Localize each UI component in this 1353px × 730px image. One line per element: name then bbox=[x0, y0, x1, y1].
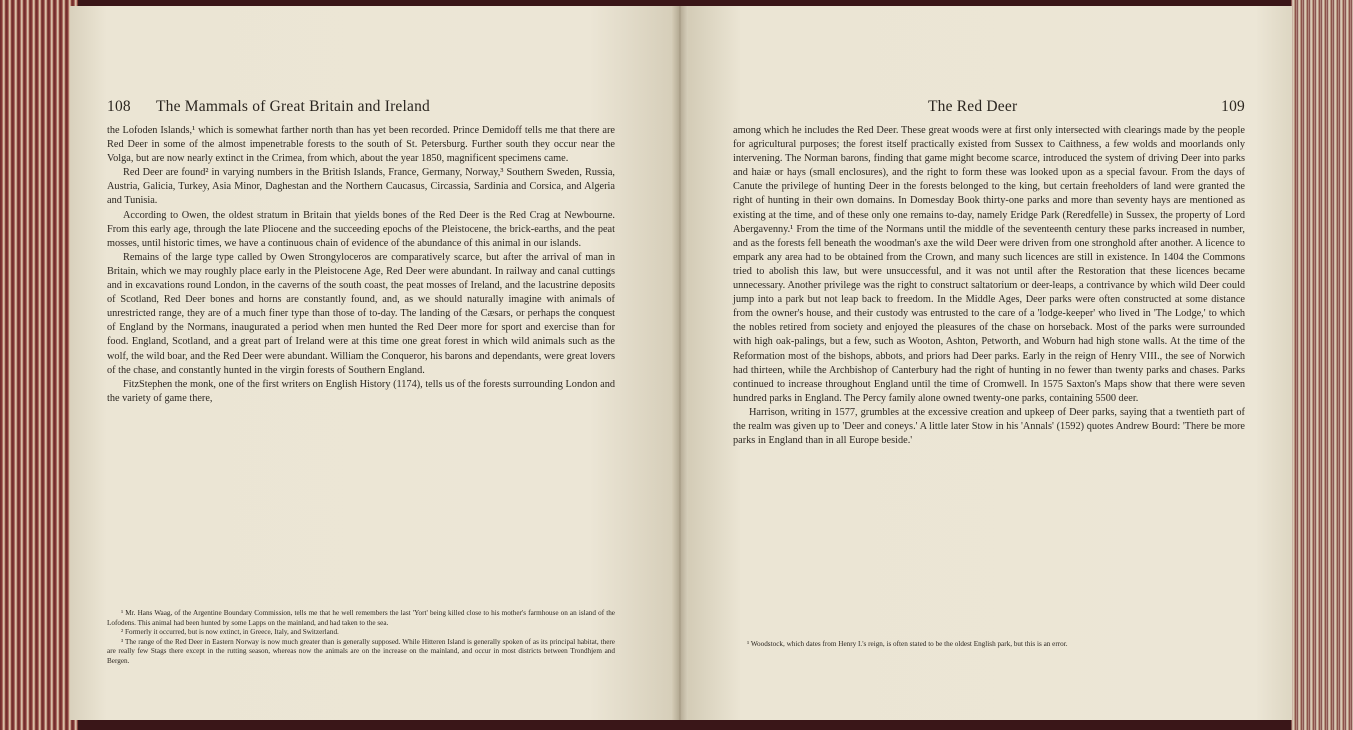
left-paragraph: According to Owen, the oldest stratum in Britain that yields bones of the Red Deer is the Red Crag at Newbourne. From this early age, through the late Pliocene and the succeeding epochs of the Pleistocene, the brick-earths, and the peat mosses, until historic times, we have a continuous chain of evidence of the abundance of this animal in our islands. bbox=[107, 209, 615, 249]
right-paragraph: Harrison, writing in 1577, grumbles at the excessive creation and upkeep of Deer parks, saying that a twentieth part of the realm was given up to 'Deer and coneys.' A little later Stow in his 'Annals' (1592) quotes Andrew Bourd: 'There be more parks in England than in all Europe beside.' bbox=[733, 406, 1245, 447]
right-footnotes bbox=[733, 640, 1245, 650]
left-footnote: ³ The range of the Red Deer in Eastern Norway is now much greater than is generally supposed. While Hitteren Island is generally spoken of as its principal habitat, there are really few Stags there except in the rutting season, whereas now the animals are on the increase on the mainland, and occur in most districts between Trondhjem and Bergen. bbox=[107, 637, 615, 665]
right-running-title: The Red Deer bbox=[928, 98, 1018, 115]
right-paragraph: among which he includes the Red Deer. These great woods were at first only intersected with clearings made by the people for agricultural purposes; the forest itself practically existed from Sussex to Caithness, a few wolds and moorlands only intervening. The Norman barons, finding that game might become scarce, introduced the system of driving Deer into parks and haiæ or hays (small enclosures), and the right to form these was looked upon as a special favour. From the days of Canute the privilege of hunting Deer in the forests belonged to the king, but certain freeholders of land were granted the right of hunting in their own domains. In Domesday Book thirty-one parks and more than seventy hays are mentioned as existing at the time, and of these only one remains to-day, namely Eridge Park (Reredfelle) in Sussex, the property of Lord Abergavenny.¹ From the time of the Normans until the middle of the seventeenth century these parks increased in number, and as the forests fell beneath the woodman's axe the wild Deer were driven from one stronghold after another. A licence to empark any area had to be obtained from the Crown, and many such licences are still in existence. In 1404 the Commons tried to abolish this law, but were unsuccessful, and it was not until after the Restoration that these licences became unnecessary. Another privilege was the right to construct saltatorium or deer-leaps, a contrivance by which wild Deer could jump into a park but not leap back to freedom. In the Middle Ages, Deer parks were often constructed at some distance from the owner's house, and their custody was entrusted to the care of a 'lodge-keeper' who lived in 'The Lodge,' to which the nobles retired from society and enjoyed the pleasures of the chase on horseback. Most of the parks were surrounded with high oak-palings, but a few, such as Wooton, Ashton, Petworth, and Woburn had high stone walls. At the time of the Reformation most of the bishops, abbots, and priors had Deer parks. Early in the reign of Henry VIII., the see of Norwich had thirteen, while the Archbishop of Canterbury had the right of hunting in no fewer than twenty parks and chases. Parks continued to increase throughout England until the time of Cromwell. In 1575 Saxton's Maps show that there were seven hundred parks in England. The Percy family alone owned twenty-one parks, containing 5500 deer. bbox=[733, 125, 1245, 404]
left-page-edges bbox=[0, 0, 78, 730]
right-running-head bbox=[733, 97, 1245, 117]
right-body-text bbox=[733, 124, 1245, 448]
right-footnote: ¹ Woodstock, which dates from Henry I.'s reign, is often stated to be the oldest English park, but this is an error. bbox=[747, 640, 1068, 648]
left-running-head bbox=[107, 97, 617, 117]
book-gutter bbox=[672, 6, 688, 720]
left-body-text bbox=[107, 124, 615, 406]
left-paragraph: Remains of the large type called by Owen Strongyloceros are comparatively scarce, but after the arrival of man in Britain, which we may roughly place early in the Pleistocene Age, Red Deer were abundant. In railway and canal cuttings and in excavations round London, in the caverns of the south coast, the peat mosses of Ireland, and the lacustrine deposits of Scotland, Red Deer bones and horns are constantly found, and, as we should naturally imagine with animals of unrestricted range, they are of a much finer type than those of to-day. The landing of the Cæsars, or perhaps the conquest of England by the Normans, inaugurated a period when men hunted the Red Deer more for sport and exercise than for food. England, Scotland, and a great part of Ireland were at this time one great forest in which wild animals such as the wolf, the wild boar, and the Red Deer were abundant. William the Conqueror, his barons and dependants, were great lovers of the chase, and constantly hunted in the virgin forests of Southern England. bbox=[107, 251, 615, 376]
left-footnotes bbox=[107, 609, 615, 667]
left-paragraph: Red Deer are found² in varying numbers in the British Islands, France, Germany, Norway,³ Southern Sweden, Russia, Austria, Galicia, Turkey, Asia Minor, Daghestan and the Northern Caucasus, Circassia, Sardinia and Corsica, and Algeria and Tunisia. bbox=[107, 167, 615, 207]
right-page-edges bbox=[1291, 0, 1353, 730]
right-page-number: 109 bbox=[1221, 98, 1245, 115]
left-page-number: 108 bbox=[107, 98, 131, 115]
left-footnote: ¹ Mr. Hans Waag, of the Argentine Boundary Commission, tells me that he well remembers the last 'Yort' being killed close to his mother's farmhouse on an island of the Lofodens. This animal had been hunted by some Lapps on the mainland, and had taken to the sea. bbox=[107, 609, 615, 627]
left-paragraph: FitzStephen the monk, one of the first writers on English History (1174), tells us of the forests surrounding London and the variety of game there, bbox=[107, 378, 615, 404]
left-running-title: The Mammals of Great Britain and Ireland bbox=[156, 98, 430, 115]
left-footnote: ² Formerly it occurred, but is now extinct, in Greece, Italy, and Switzerland. bbox=[121, 628, 339, 637]
left-paragraph: the Lofoden Islands,¹ which is somewhat farther north than has yet been recorded. Prince Demidoff tells me that there are Red Deer in some of the almost impenetrable forests to the south of St. Petersburg. Further south they occur near the Volga, but are now nearly extinct in the Crimea, from which, about the year 1850, magnificent specimens came. bbox=[107, 125, 615, 165]
